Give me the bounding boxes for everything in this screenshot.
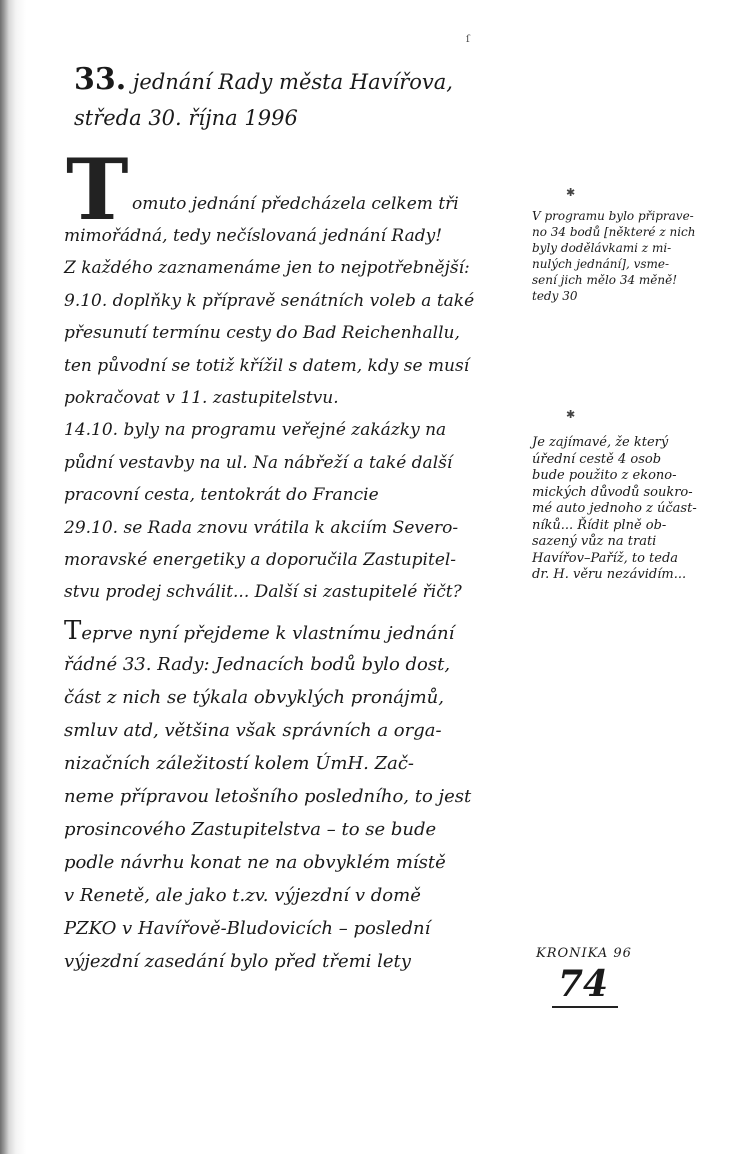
margin-tick-mark: ſ [466,34,470,45]
text-line: 29.10. se Rada znovu vrátila k akciím Severo- [64,517,459,538]
meeting-number: 33. [74,62,127,97]
side-note-1 [532,208,722,304]
side-note-line: no 34 bodů [některé z nich [532,225,696,239]
text-line: půdní vestavby na ul. Na nábřeží a také další [64,452,453,473]
text-line: prosincového Zastupitelstva – to se bude [64,818,437,840]
text-line: pokračovat v 11. zastupitelstvu. [64,387,339,408]
text-line: mimořádná, tedy nečíslovaná jednání Rady! [64,226,443,246]
side-note-line: V programu bylo připrave- [532,209,694,223]
paragraph-2 [64,615,526,978]
side-note-line: bude použito z ekono- [532,468,677,483]
text-line: neme přípravou letošního posledního, to jest [64,785,472,807]
side-note-line: níků... Řídit plně ob- [532,517,667,533]
text-line: podle návrhu konat ne na obvyklém místě [64,851,446,873]
paragraph-1 [64,140,526,609]
text-line: část z nich se týkala obvyklých pronájmů, [64,686,444,708]
text-line: nizačních záležitostí kolem ÚmH. Zač- [64,752,414,774]
drop-cap: T [66,140,127,239]
side-note-line: sazený vůz na trati [532,534,657,549]
text-line: smluv atd, většina však správních a orga- [64,719,442,741]
meeting-date: středa 30. října 1996 [74,106,298,130]
side-note-line: mé auto jednoho z účast- [532,501,697,516]
text-line: moravské energetiky a doporučila Zastupitel- [64,549,457,570]
side-note-2 [532,435,722,584]
text-line: přesunutí termínu cesty do Bad Reichenhallu, [64,323,460,344]
side-note-line: Havířov–Paříž, to teda [532,550,679,566]
text-line: 9.10. doplňky k přípravě senátních voleb a také [64,290,475,311]
entry-heading [74,62,454,136]
text-line: 14.10. byly na programu veřejné zakázky na [64,420,447,441]
text-line-content: eprve nyní přejdeme k vlastnímu jednání [81,622,455,644]
text-line: Z každého zaznamenáme jen to nejpotřebnější: [64,258,470,279]
text-line: stvu prodej schválit... Další si zastupitelé řičt? [64,582,462,603]
chronicle-label: KRONIKA 96 [536,946,632,961]
asterisk-mark: ✱ [566,408,576,421]
text-line: PZKO v Havířově-Bludovicích – poslední [64,917,431,939]
side-note-line: Je zajímavé, že který [532,435,669,450]
text-line: ten původní se totiž křížil s datem, kdy se musí [64,355,470,376]
side-note-line: byly dodělávkami z mi- [532,241,672,255]
text-line: pracovní cesta, tentokrát do Francie [64,485,379,506]
text-line [64,615,526,648]
main-text [64,140,526,978]
asterisk-mark: ✱ [566,186,576,199]
text-line: omuto jednání předcházela celkem tři [132,194,459,214]
heading-title-line [74,62,454,100]
side-note-line: sení jich mělo 34 měně! [532,273,678,287]
side-note-line: tedy 30 [532,289,578,303]
side-note-line: úřední cestě 4 osob [532,451,662,467]
side-note-line: dr. H. věru nezávidím... [532,567,687,582]
text-line: výjezdní zasedání bylo před třemi lety [64,950,411,972]
side-note-line: mických důvodů soukro- [532,484,693,500]
meeting-title: jednání Rady města Havířova, [132,70,453,94]
page-number: 74 [552,964,618,1008]
side-note-line: nulých jednání], vsme- [532,257,670,271]
text-line: v Renetě, ale jako t.zv. výjezdní v domě [64,884,421,906]
paragraph-initial: T [64,615,82,646]
text-line: řádné 33. Rady: Jednacích bodů bylo dost, [64,653,451,675]
